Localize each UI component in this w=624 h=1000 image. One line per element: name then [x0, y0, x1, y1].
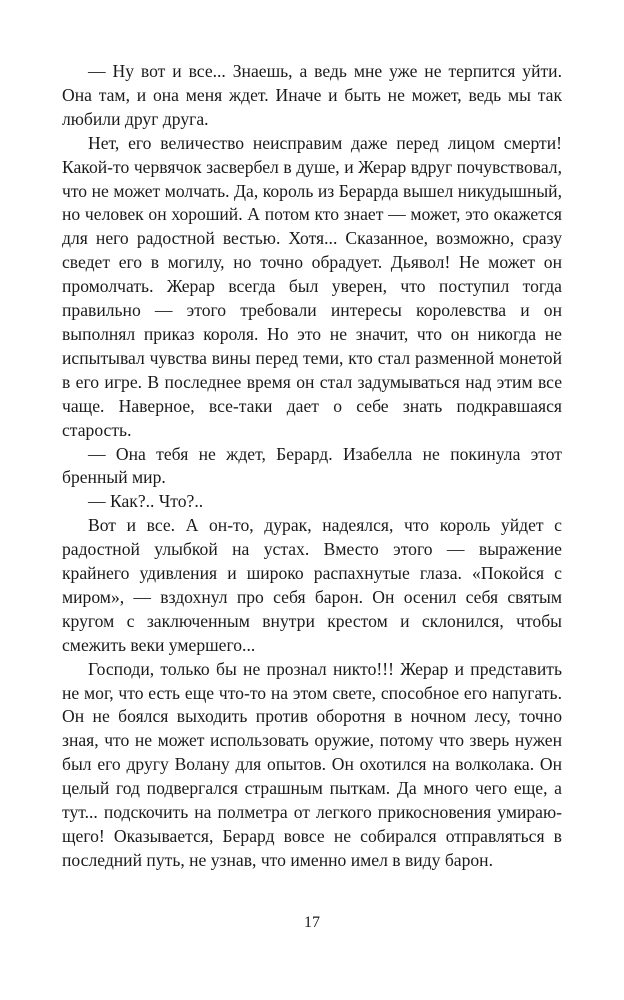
page-number: 17 — [304, 914, 320, 931]
paragraph-5: Вот и все. А он-то, дурак, надеялся, что король уйдет с радостной улыбкой на устах. Вместо этого — выражение крайнего удивления и широко распахнутые глаза. «Покойся с миром», — вздохнул про себя барон. Он осенил себя святым кругом с заключенным внутри крестом и склонился, чтобы смежить веки умершего... — [62, 515, 562, 655]
paragraph-1: — Ну вот и все... Знаешь, а ведь мне уже не терпится уйти. Она там, и она меня ждет. Иначе и быть не может, ведь мы так любили друг друга. — [62, 61, 562, 129]
body-text — [62, 60, 562, 873]
paragraph-3: — Она тебя не ждет, Берард. Изабелла не покинула этот бренный мир. — [62, 443, 562, 488]
paragraph-6: Господи, только бы не прознал никто!!! Жерар и представить не мог, что есть еще что-то на этом свете, способное его напугать. Он не боялся выходить против оборотня в ночном лесу, точно зная, что не может использовать оружие, потому что зверь нужен был его другу Волану для опытов. Он охотился на волколака. Он целый год подвергался страшным пыткам. Да много чего еще, а тут... подскочить на полметра от легкого прикосновения умирающего! Оказывается, Берард вовсе не собирался отправляться в последний путь, не узнав, что именно имел в виду барон. — [62, 658, 562, 870]
paragraph-4: — Как?.. Что?.. — [88, 491, 204, 512]
paragraph-2: Нет, его величество неисправим даже перед лицом смерти! Какой-то червячок засвербел в душе, и Жерар вдруг почувствовал, что не может молчать. Да, король из Берарда вышел никудышный, но человек он хороший. А потом кто знает — может, это окажется для него радостной вестью. Хотя... Сказанное, возможно, сразу сведет его в могилу, но точно обрадует. Дьявол! Не может он промолчать. Жерар всегда был уверен, что поступил тогда правильно — этого требовали интересы королевства и он выполнял приказ короля. Но это не значит, что он никогда не испытывал чувства вины перед теми, кто стал разменной монетой в его игре. В последнее время он стал задумываться над этим все чаще. Наверное, все-таки дает о себе знать подкравшаяся старость. — [62, 132, 562, 440]
